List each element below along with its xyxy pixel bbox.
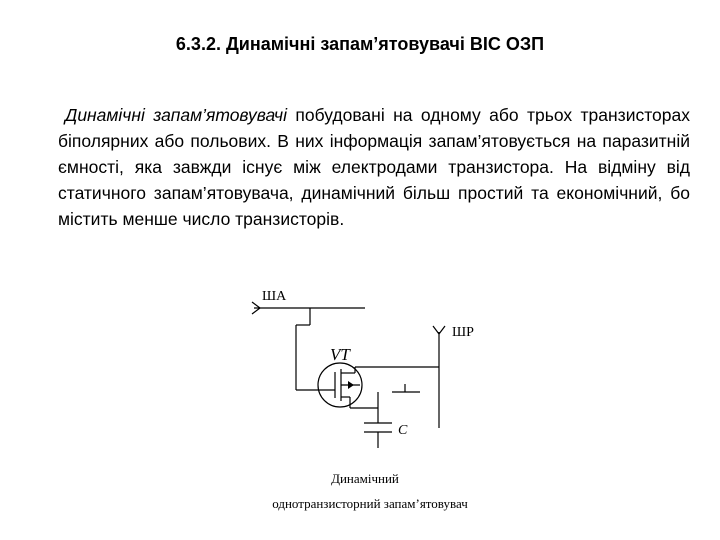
caption-line-2: однотранзисторний запам’ятовувач bbox=[272, 496, 468, 511]
paragraph-text: побудовані на одному або трьох транзисторах біполярних або польових. В них інформація запам’ятовується на паразитній ємності, яка завжди існує між електродами транзистора. На відміну від статичного запам’ятовувача, динамічний більш простий та економічний, бо містить менше число транзисторів. bbox=[58, 105, 690, 229]
caption-line-1: Динамічний bbox=[331, 471, 399, 486]
label-transistor: VT bbox=[330, 345, 350, 364]
substrate-arrow bbox=[348, 381, 354, 389]
label-address-bus: ША bbox=[262, 289, 287, 304]
label-data-bus: ШР bbox=[452, 325, 474, 340]
circuit-diagram bbox=[0, 280, 720, 540]
label-capacitor: C bbox=[398, 423, 408, 438]
slide-title: 6.3.2. Динамічні запам’ятовувачі ВІС ОЗП bbox=[175, 34, 545, 54]
term-dynamic-memory: Динамічні запам’ятовувачі bbox=[65, 105, 287, 125]
body-paragraph bbox=[58, 102, 690, 232]
